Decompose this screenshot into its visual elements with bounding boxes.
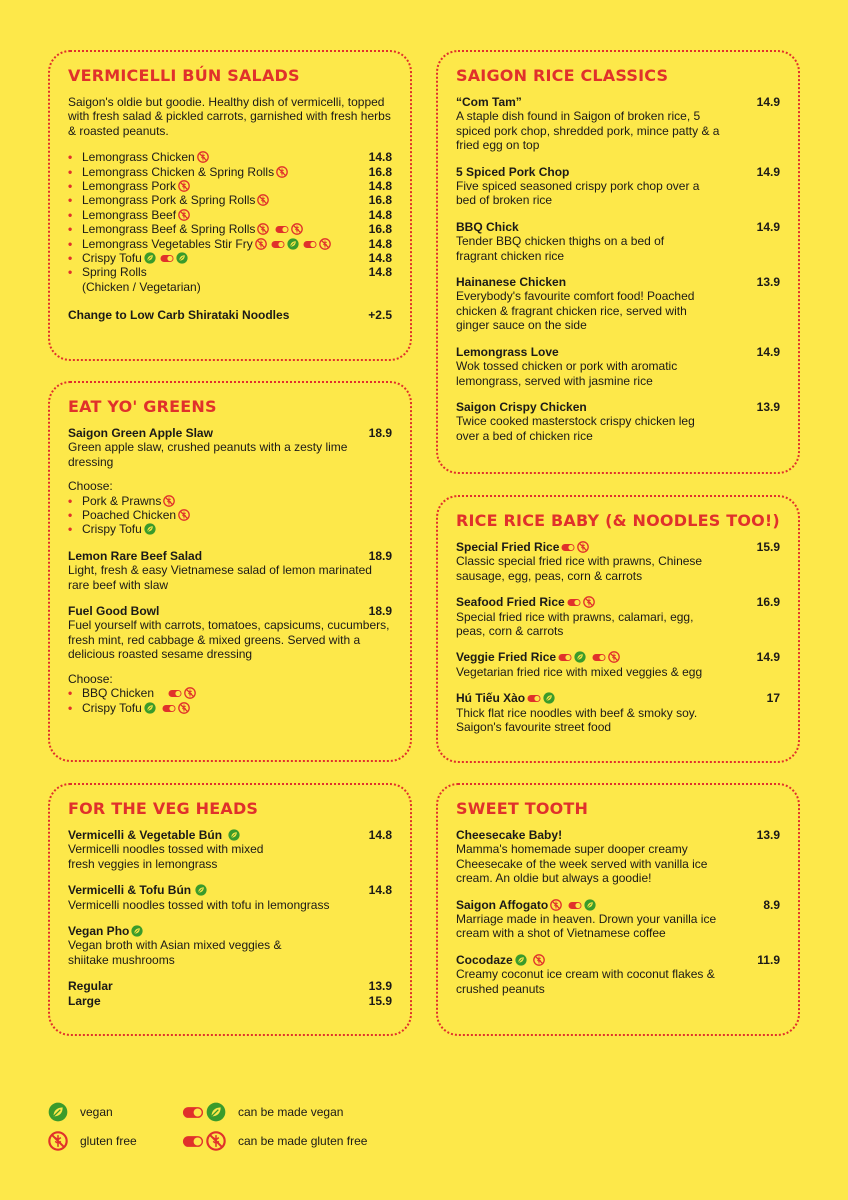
vegan-icon [176,252,188,264]
can-be-made-toggle-icon [182,1133,204,1150]
can-be-made-toggle-icon [271,239,285,250]
list-item: • Lemongrass Pork & Spring Rolls 16.8 [68,193,392,207]
vegan-icon [144,702,156,714]
gluten-free-icon [178,702,190,714]
section-vermicelli [48,50,412,361]
can-be-made-toggle-icon [568,900,582,911]
gluten-free-icon [163,495,175,507]
vegan-icon [287,238,299,250]
list-item: • BBQ Chicken [68,686,392,700]
gluten-free-icon [319,238,331,250]
gluten-free-icon [184,687,196,699]
extra-option: Change to Low Carb Shirataki Noodles +2.5 [68,308,392,323]
list-item: • Crispy Tofu [68,701,392,715]
gluten-free-icon [48,1131,68,1151]
menu-item: Vegan Pho Vegan broth with Asian mixed veggies & shiitake mushrooms [68,924,282,967]
gluten-free-icon [206,1131,226,1151]
gluten-free-icon [257,194,269,206]
list-item: • Lemongrass Beef 14.8 [68,208,392,222]
gluten-free-icon [577,541,589,553]
can-be-made-toggle-icon [275,224,289,235]
menu-item: Saigon Green Apple Slaw 18.9 Green apple slaw, crushed peanuts with a zesty lime dressing Choose: • Pork & Prawns • Poached Chicken • Crispy Tofu [68,426,392,537]
list-item: • Crispy Tofu [68,522,392,536]
menu-item: BBQ Chick 14.9 Tender BBQ chicken thighs on a bed of fragrant chicken rice [456,219,780,263]
gluten-free-icon [276,166,288,178]
gluten-free-icon [178,509,190,521]
list-item: • Pork & Prawns [68,494,392,508]
gluten-free-icon [178,209,190,221]
vegan-icon [131,925,143,937]
menu-item: Vermicelli & Vegetable Bún 14.8 Vermicelli noodles tossed with mixed fresh veggies in lemongrass [68,828,392,871]
can-be-made-toggle-icon [592,652,606,663]
list-item: • Crispy Tofu 14.8 [68,251,392,265]
list-item: • Lemongrass Beef & Spring Rolls 16.8 [68,222,392,236]
gluten-free-icon [533,954,545,966]
section-title: RICE RICE BABY (& NOODLES TOO!) [456,511,780,530]
menu-item: Fuel Good Bowl 18.9 Fuel yourself with carrots, tomatoes, capsicums, cucumbers, fresh mint, red cabbage & mixed greens. Served with a delicious roasted sesame dressing Choose: • BBQ Chicken • Crispy Tofu [68,604,392,715]
menu-item: Hainanese Chicken 13.9 Everybody's favourite comfort food! Poached chicken & fragrant chicken rice, served with ginger sauce on the side [456,275,780,333]
can-be-made-toggle-icon [182,1104,204,1121]
legend-gluten-free: gluten free [48,1131,137,1151]
menu-item: Lemon Rare Beef Salad 18.9 Light, fresh & easy Vietnamese salad of lemon marinated rare beef with slaw [68,548,392,592]
can-be-made-toggle-icon [567,597,581,608]
list-item: • Spring Rolls (Chicken / Vegetarian) 14.8 [68,265,392,294]
vegan-icon [195,884,207,896]
section-rice-classics [436,50,800,474]
list-item: • Lemongrass Chicken & Spring Rolls 16.8 [68,165,392,179]
gluten-free-icon [257,223,269,235]
menu-item: Cheesecake Baby! 13.9 Mamma's homemade super dooper creamy Cheesecake of the week served with vanilla ice cream. An oldie but always a goodie! [456,828,780,886]
can-be-made-toggle-icon [162,703,176,714]
vegan-icon [144,523,156,535]
gluten-free-icon [550,899,562,911]
can-be-made-toggle-icon [160,253,174,264]
vegan-icon [144,252,156,264]
list-item: • Lemongrass Vegetables Stir Fry 14.8 [68,237,392,251]
item-list [68,150,392,294]
section-title: FOR THE VEG HEADS [68,799,259,818]
menu-item: Special Fried Rice 15.9 Classic special fried rice with prawns, Chinese sausage, egg, peas, corn & carrots [456,540,780,583]
vegan-icon [206,1102,226,1122]
section-veg-heads [48,783,412,1036]
legend-can-be-made-gluten-free: can be made gluten free [182,1131,367,1151]
list-item: • Lemongrass Chicken 14.8 [68,150,392,164]
vegan-icon [584,899,596,911]
section-title: SAIGON RICE CLASSICS [456,66,669,85]
menu-item: Lemongrass Love 14.9 Wok tossed chicken or pork with aromatic lemongrass, served with jasmine rice [456,344,780,388]
gluten-free-icon [583,596,595,608]
menu-item: Vermicelli & Tofu Bún 14.8 Vermicelli noodles tossed with tofu in lemongrass [68,883,392,912]
gluten-free-icon [291,223,303,235]
section-title: VERMICELLI BÚN SALADS [68,66,300,85]
section-intro: Saigon's oldie but goodie. Healthy dish of vermicelli, topped with fresh salad & pickled carrots, garnished with fresh herbs & roasted peanuts. [68,95,391,138]
vegan-icon [543,692,555,704]
menu-item: 5 Spiced Pork Chop 14.9 Five spiced seasoned crispy pork chop over a bed of broken rice [456,164,780,208]
menu-item: Seafood Fried Rice 16.9 Special fried rice with prawns, calamari, egg, peas, corn & carrots [456,595,780,639]
menu-item: Saigon Affogato 8.9 Marriage made in heaven. Drown your vanilla ice cream with a shot of Vietnamese coffee [456,897,780,941]
size-option: Regular 13.9 [68,979,392,994]
can-be-made-toggle-icon [168,688,182,699]
menu-item: “Com Tam” 14.9 A staple dish found in Saigon of broken rice, 5 spiced pork chop, shredded pork, mince patty & a fried egg on top [456,95,780,153]
menu-item: Hú Tiếu Xào 17 Thick flat rice noodles with beef & smoky soy. Saigon's favourite street food [456,691,780,735]
menu-item: Veggie Fried Rice 14.9 Vegetarian fried rice with mixed veggies & egg [456,650,780,679]
vegan-icon [515,954,527,966]
can-be-made-toggle-icon [303,239,317,250]
section-greens [48,381,412,762]
can-be-made-toggle-icon [561,542,575,553]
section-title: SWEET TOOTH [456,799,589,818]
can-be-made-toggle-icon [558,652,572,663]
gluten-free-icon [178,180,190,192]
vegan-icon [228,829,240,841]
gluten-free-icon [197,151,209,163]
can-be-made-toggle-icon [527,693,541,704]
list-item: • Poached Chicken [68,508,392,522]
list-item: • Lemongrass Pork 14.8 [68,179,392,193]
size-option: Large 15.9 [68,993,392,1008]
gluten-free-icon [608,651,620,663]
gluten-free-icon [255,238,267,250]
legend-vegan: vegan [48,1102,113,1122]
section-title: EAT YO' GREENS [68,397,217,416]
vegan-icon [48,1102,68,1122]
section-rice-baby [436,495,800,763]
vegan-icon [574,651,586,663]
menu-item: Cocodaze 11.9 Creamy coconut ice cream with coconut flakes & crushed peanuts [456,952,780,996]
section-sweet-tooth [436,783,800,1036]
legend-can-be-made-vegan: can be made vegan [182,1102,343,1122]
menu-item: Saigon Crispy Chicken 13.9 Twice cooked masterstock crispy chicken leg over a bed of chicken rice [456,399,780,443]
